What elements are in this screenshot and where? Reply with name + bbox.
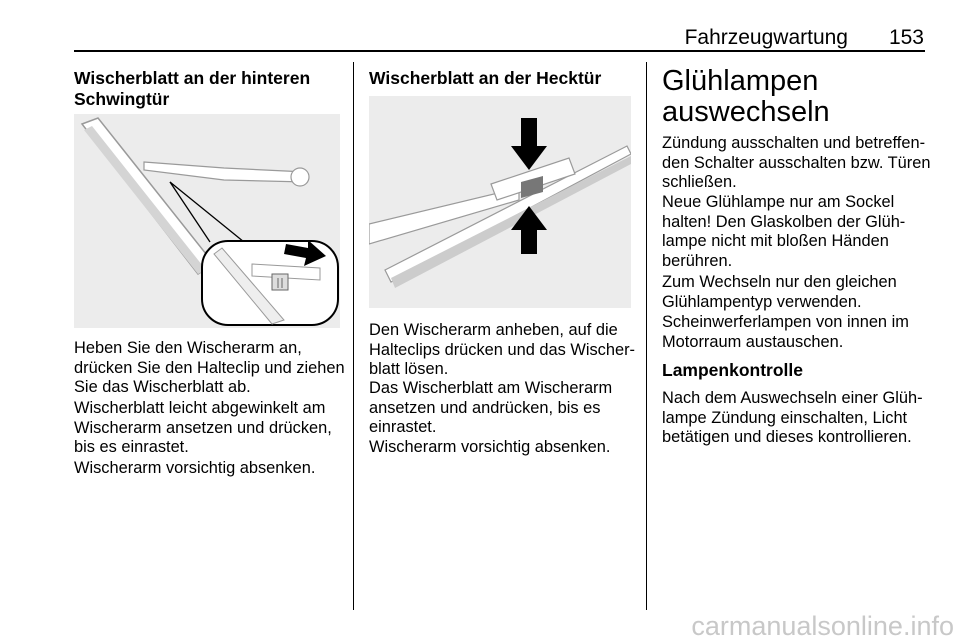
text-line: Glühlampentyp verwenden. bbox=[662, 292, 862, 311]
text-line: bis es einrastet. bbox=[74, 438, 189, 457]
text-line: den Schalter ausschalten bzw. Türen bbox=[662, 153, 931, 172]
text-line: schließen. bbox=[662, 173, 737, 192]
paragraph bbox=[662, 193, 905, 271]
text-line: Heben Sie den Wischerarm an, bbox=[74, 339, 302, 357]
text-line: Zum Wechseln nur den gleichen bbox=[662, 273, 897, 291]
page-header bbox=[74, 26, 924, 50]
paragraph bbox=[662, 273, 897, 312]
text-line: ansetzen und andrücken, bis es bbox=[369, 398, 601, 417]
column-divider-1 bbox=[353, 62, 354, 610]
text-line: Das Wischerblatt am Wischerarm bbox=[369, 379, 613, 397]
paragraph bbox=[74, 459, 315, 479]
subheading-lamp-check: Lampenkontrolle bbox=[662, 360, 803, 380]
section-heading-tailgate: Wischerblatt an der Hecktür bbox=[369, 68, 602, 88]
text-line: Nach dem Auswechseln einer Glüh- bbox=[662, 389, 923, 407]
text-line: lampe Zündung einschalten, Licht bbox=[662, 408, 908, 427]
text-line: blatt lösen. bbox=[369, 360, 449, 379]
paragraph bbox=[74, 399, 332, 458]
header-rule bbox=[74, 50, 925, 52]
paragraph bbox=[369, 438, 610, 458]
chapter-title: Fahrzeugwartung bbox=[684, 26, 848, 49]
paragraph bbox=[369, 321, 635, 380]
heading-line: Glühlampen bbox=[662, 65, 819, 97]
paragraph bbox=[662, 134, 930, 193]
heading-line: auswechseln bbox=[662, 96, 830, 128]
text-line: berühren. bbox=[662, 251, 733, 270]
paragraph bbox=[74, 339, 345, 398]
text-line: Wischerarm ansetzen und drücken, bbox=[74, 418, 332, 437]
watermark: carmanualsonline.info bbox=[691, 611, 954, 641]
section-heading-rear-swing-door bbox=[74, 68, 310, 110]
text-line: drücken Sie den Halteclip und ziehen bbox=[74, 358, 345, 377]
text-line: Zündung ausschalten und betreffen- bbox=[662, 134, 926, 152]
text-line: Wischerarm vorsichtig absenken. bbox=[74, 459, 316, 477]
paragraph bbox=[662, 313, 909, 352]
text-line: Den Wischerarm anheben, auf die bbox=[369, 321, 618, 339]
text-line: Wischerblatt leicht abgewinkelt am bbox=[74, 399, 326, 417]
text-line: betätigen und dieses kontrollieren. bbox=[662, 428, 912, 447]
wiper-clip-illustration bbox=[74, 114, 340, 328]
column-divider-2 bbox=[646, 62, 647, 610]
text-line: Scheinwerferlampen von innen im bbox=[662, 313, 909, 331]
page-number: 153 bbox=[888, 26, 924, 49]
paragraph bbox=[369, 379, 612, 438]
text-line: Wischerarm vorsichtig absenken. bbox=[369, 438, 611, 456]
text-line: Halteclips drücken und das Wischer- bbox=[369, 340, 636, 359]
chapter-heading bbox=[662, 66, 830, 128]
text-line: einrastet. bbox=[369, 418, 437, 437]
tailgate-wiper-illustration bbox=[369, 96, 631, 308]
text-line: Neue Glühlampe nur am Sockel bbox=[662, 193, 895, 211]
text-line: Motorraum austauschen. bbox=[662, 332, 844, 351]
text-line: halten! Den Glaskolben der Glüh- bbox=[662, 212, 906, 231]
text-line: lampe nicht mit bloßen Händen bbox=[662, 232, 889, 251]
heading-line: Schwingtür bbox=[74, 89, 170, 109]
heading-line: Wischerblatt an der hinteren bbox=[74, 68, 311, 88]
text-line: Sie das Wischerblatt ab. bbox=[74, 378, 251, 397]
paragraph bbox=[662, 389, 923, 448]
